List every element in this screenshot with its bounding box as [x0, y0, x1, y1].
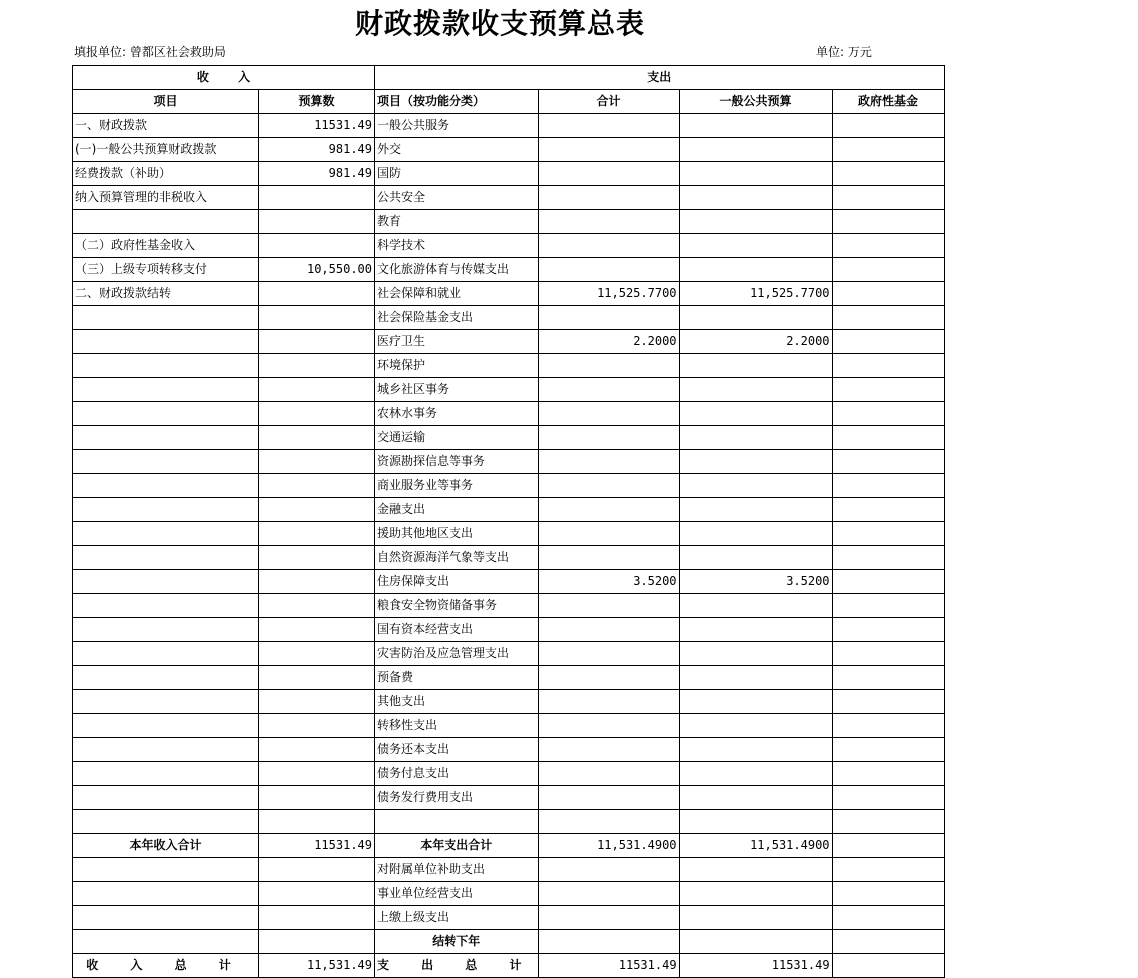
income-item-cell [73, 450, 259, 474]
income-item-cell [73, 618, 259, 642]
table-row [73, 642, 945, 666]
expense-item-cell: 事业单位经营支出 [375, 882, 539, 906]
expense-general-cell [679, 906, 832, 930]
income-item-cell [73, 882, 259, 906]
expense-general-cell [679, 402, 832, 426]
expense-fund-cell [832, 258, 944, 282]
income-value-cell [259, 618, 375, 642]
grand-expense-total-label: 支 出 总 计 [375, 954, 539, 978]
expense-item-cell: 自然资源海洋气象等支出 [375, 546, 539, 570]
table-row [73, 810, 945, 834]
expense-item-cell: 社会保险基金支出 [375, 306, 539, 330]
income-value-cell [259, 426, 375, 450]
expense-general-cell [679, 450, 832, 474]
expense-fund-cell [832, 186, 944, 210]
income-item-cell [73, 762, 259, 786]
expense-fund-cell [832, 210, 944, 234]
expense-total-cell [538, 690, 679, 714]
table-row [73, 258, 945, 282]
expense-total-cell [538, 522, 679, 546]
table-row [73, 786, 945, 810]
income-value-cell [259, 498, 375, 522]
income-value-cell [259, 594, 375, 618]
expense-total-cell: 11,525.7700 [538, 282, 679, 306]
table-row [73, 570, 945, 594]
expense-total-cell [538, 762, 679, 786]
expense-item-cell: 社会保障和就业 [375, 282, 539, 306]
income-value-cell: 981.49 [259, 138, 375, 162]
income-item-cell [73, 402, 259, 426]
income-item-cell [73, 642, 259, 666]
expense-total-cell [538, 186, 679, 210]
expense-total-cell [538, 714, 679, 738]
expense-general-cell [679, 762, 832, 786]
income-value-cell [259, 330, 375, 354]
expense-fund-cell [832, 498, 944, 522]
income-value-cell [259, 402, 375, 426]
table-row [73, 474, 945, 498]
expense-general-cell [679, 474, 832, 498]
expense-fund-cell [832, 138, 944, 162]
year-expense-total-label: 本年支出合计 [375, 834, 539, 858]
expense-item-cell: 债务付息支出 [375, 762, 539, 786]
income-item-cell [73, 738, 259, 762]
expense-total-cell [538, 642, 679, 666]
expense-general-cell [679, 114, 832, 138]
table-row [73, 450, 945, 474]
expense-total-cell [538, 858, 679, 882]
income-value-cell [259, 570, 375, 594]
expense-fund-cell [832, 546, 944, 570]
table-row [73, 906, 945, 930]
expense-fund-cell [832, 930, 944, 954]
income-item-cell [73, 330, 259, 354]
income-item-cell: 二、财政拨款结转 [73, 282, 259, 306]
expense-item-cell: 医疗卫生 [375, 330, 539, 354]
expense-general-cell [679, 234, 832, 258]
income-value-cell [259, 810, 375, 834]
expense-total-cell [538, 666, 679, 690]
table-row [73, 522, 945, 546]
income-value-cell: 10,550.00 [259, 258, 375, 282]
expense-fund-cell [832, 450, 944, 474]
table-row [73, 306, 945, 330]
expense-general-cell [679, 786, 832, 810]
table-row [73, 762, 945, 786]
expense-general-cell [679, 810, 832, 834]
expense-item-cell: 援助其他地区支出 [375, 522, 539, 546]
expense-item-cell: 农林水事务 [375, 402, 539, 426]
expense-item-cell: 资源勘探信息等事务 [375, 450, 539, 474]
expense-total-cell [538, 114, 679, 138]
year-income-total-value: 11531.49 [259, 834, 375, 858]
income-item-cell: 一、财政拨款 [73, 114, 259, 138]
expense-fund-cell [832, 906, 944, 930]
income-item-cell [73, 690, 259, 714]
income-item-cell: （二）政府性基金收入 [73, 234, 259, 258]
expense-general-cell [679, 882, 832, 906]
expense-fund-cell [832, 522, 944, 546]
income-item-cell [73, 306, 259, 330]
expense-fund-cell [832, 642, 944, 666]
income-value-cell [259, 234, 375, 258]
expense-item-cell: 国有资本经营支出 [375, 618, 539, 642]
expense-total-cell [538, 618, 679, 642]
expense-fund-cell [832, 810, 944, 834]
income-item-cell [73, 426, 259, 450]
expense-general-cell [679, 162, 832, 186]
expense-general-cell [679, 498, 832, 522]
expense-general-cell [679, 210, 832, 234]
income-value-cell [259, 282, 375, 306]
reporting-unit: 填报单位: 曾都区社会救助局 [74, 45, 226, 59]
income-value-cell [259, 762, 375, 786]
table-row [73, 186, 945, 210]
col-budget-header: 预算数 [259, 90, 375, 114]
expense-item-cell: 金融支出 [375, 498, 539, 522]
expense-total-cell [538, 546, 679, 570]
income-item-cell: （三）上级专项转移支付 [73, 258, 259, 282]
expense-fund-cell [832, 882, 944, 906]
income-value-cell [259, 738, 375, 762]
expense-total-cell [538, 234, 679, 258]
grand-expense-general-value: 11531.49 [679, 954, 832, 978]
expense-fund-cell [832, 306, 944, 330]
income-item-cell [73, 714, 259, 738]
expense-total-cell [538, 906, 679, 930]
expense-item-cell: 对附属单位补助支出 [375, 858, 539, 882]
expense-total-cell [538, 474, 679, 498]
income-item-cell [73, 570, 259, 594]
expense-total-cell [538, 378, 679, 402]
expense-item-cell: 交通运输 [375, 426, 539, 450]
expense-item-cell: 上缴上级支出 [375, 906, 539, 930]
income-item-cell [73, 930, 259, 954]
expense-item-cell: 其他支出 [375, 690, 539, 714]
income-value-cell [259, 210, 375, 234]
year-income-total-label: 本年收入合计 [73, 834, 259, 858]
expense-general-cell [679, 642, 832, 666]
col-general-header: 一般公共预算 [679, 90, 832, 114]
expense-item-cell [375, 810, 539, 834]
expense-total-cell [538, 258, 679, 282]
carry-forward-label: 结转下年 [375, 930, 539, 954]
income-item-cell [73, 810, 259, 834]
year-expense-fund-value [832, 834, 944, 858]
expense-item-cell: 预备费 [375, 666, 539, 690]
expense-general-cell [679, 690, 832, 714]
expense-general-cell [679, 666, 832, 690]
expense-fund-cell [832, 354, 944, 378]
expense-total-cell [538, 162, 679, 186]
table-row [73, 402, 945, 426]
col-fund-header: 政府性基金 [832, 90, 944, 114]
expense-total-cell [538, 426, 679, 450]
income-item-cell [73, 474, 259, 498]
grand-income-total-value: 11,531.49 [259, 954, 375, 978]
income-value-cell [259, 666, 375, 690]
expense-fund-cell [832, 738, 944, 762]
expense-item-cell: 科学技术 [375, 234, 539, 258]
expense-fund-cell [832, 402, 944, 426]
year-expense-general-value: 11,531.4900 [679, 834, 832, 858]
income-item-cell: (一)一般公共预算财政拨款 [73, 138, 259, 162]
expense-item-cell: 文化旅游体育与传媒支出 [375, 258, 539, 282]
expense-fund-cell [832, 762, 944, 786]
table-row [73, 210, 945, 234]
table-row [73, 714, 945, 738]
expense-total-cell [538, 210, 679, 234]
income-item-cell: 纳入预算管理的非税收入 [73, 186, 259, 210]
expense-general-cell [679, 186, 832, 210]
expense-total-cell [538, 498, 679, 522]
expense-general-cell [679, 138, 832, 162]
grand-expense-total-value: 11531.49 [538, 954, 679, 978]
income-item-cell [73, 666, 259, 690]
expense-item-cell: 环境保护 [375, 354, 539, 378]
expense-general-cell [679, 594, 832, 618]
income-item-cell [73, 522, 259, 546]
income-value-cell [259, 474, 375, 498]
table-row [73, 738, 945, 762]
page-title: 财政拨款收支预算总表 [354, 7, 645, 40]
expense-fund-cell [832, 114, 944, 138]
expense-total-cell [538, 354, 679, 378]
income-item-cell [73, 906, 259, 930]
expense-item-cell: 债务发行费用支出 [375, 786, 539, 810]
income-value-cell [259, 930, 375, 954]
expense-fund-cell [832, 666, 944, 690]
income-value-cell [259, 546, 375, 570]
income-header: 收 入 [73, 66, 375, 90]
expense-general-cell [679, 546, 832, 570]
expense-total-cell [538, 810, 679, 834]
expense-header: 支出 [375, 66, 945, 90]
expense-general-cell [679, 258, 832, 282]
expense-total-cell [538, 450, 679, 474]
money-unit: 单位: 万元 [816, 45, 872, 59]
expense-general-cell [679, 522, 832, 546]
expense-item-cell: 公共安全 [375, 186, 539, 210]
expense-total-cell [538, 402, 679, 426]
income-item-cell [73, 858, 259, 882]
expense-total-cell [538, 882, 679, 906]
table-row [73, 858, 945, 882]
table-row [73, 330, 945, 354]
budget-table [72, 65, 945, 978]
expense-fund-cell [832, 162, 944, 186]
expense-total-cell: 2.2000 [538, 330, 679, 354]
income-value-cell [259, 186, 375, 210]
table-row [73, 882, 945, 906]
expense-total-cell [538, 306, 679, 330]
expense-fund-cell [832, 618, 944, 642]
expense-item-cell: 灾害防治及应急管理支出 [375, 642, 539, 666]
header-row-2 [73, 90, 945, 114]
header-row-1 [73, 66, 945, 90]
income-value-cell [259, 714, 375, 738]
income-item-cell [73, 594, 259, 618]
expense-fund-cell [832, 858, 944, 882]
expense-item-cell: 住房保障支出 [375, 570, 539, 594]
income-value-cell: 981.49 [259, 162, 375, 186]
table-row [73, 618, 945, 642]
income-item-cell [73, 498, 259, 522]
expense-general-cell [679, 378, 832, 402]
expense-fund-cell [832, 570, 944, 594]
income-value-cell [259, 450, 375, 474]
income-value-cell [259, 858, 375, 882]
expense-general-cell [679, 714, 832, 738]
expense-total-cell [538, 786, 679, 810]
grand-expense-fund-value [832, 954, 944, 978]
expense-fund-cell [832, 378, 944, 402]
income-value-cell [259, 906, 375, 930]
income-item-cell [73, 786, 259, 810]
expense-fund-cell [832, 690, 944, 714]
expense-general-cell [679, 738, 832, 762]
expense-item-cell: 教育 [375, 210, 539, 234]
income-value-cell [259, 642, 375, 666]
expense-general-cell: 2.2000 [679, 330, 832, 354]
income-value-cell [259, 354, 375, 378]
expense-total-cell: 3.5200 [538, 570, 679, 594]
expense-item-cell: 转移性支出 [375, 714, 539, 738]
table-row [73, 234, 945, 258]
expense-fund-cell [832, 786, 944, 810]
expense-fund-cell [832, 234, 944, 258]
income-value-cell: 11531.49 [259, 114, 375, 138]
expense-total-cell [538, 738, 679, 762]
expense-total-cell [538, 594, 679, 618]
carry-forward-row [73, 930, 945, 954]
table-row [73, 282, 945, 306]
table-row [73, 690, 945, 714]
income-value-cell [259, 378, 375, 402]
expense-item-cell: 债务还本支出 [375, 738, 539, 762]
expense-item-cell: 国防 [375, 162, 539, 186]
grand-total-row [73, 954, 945, 978]
grand-income-total-label: 收 入 总 计 [73, 954, 259, 978]
income-item-cell [73, 546, 259, 570]
expense-item-cell: 城乡社区事务 [375, 378, 539, 402]
expense-general-cell [679, 426, 832, 450]
expense-item-cell: 商业服务业等事务 [375, 474, 539, 498]
expense-total-cell [538, 138, 679, 162]
expense-general-cell [679, 306, 832, 330]
expense-fund-cell [832, 714, 944, 738]
year-expense-total-value: 11,531.4900 [538, 834, 679, 858]
year-total-row [73, 834, 945, 858]
col-item-header: 项目 [73, 90, 259, 114]
expense-general-cell [679, 618, 832, 642]
table-row [73, 378, 945, 402]
income-item-cell [73, 378, 259, 402]
expense-fund-cell [832, 282, 944, 306]
table-row [73, 666, 945, 690]
income-value-cell [259, 690, 375, 714]
expense-general-cell [679, 354, 832, 378]
table-row [73, 354, 945, 378]
income-item-cell: 经费拨款（补助） [73, 162, 259, 186]
expense-fund-cell [832, 594, 944, 618]
expense-general-cell: 11,525.7700 [679, 282, 832, 306]
table-row [73, 114, 945, 138]
table-row [73, 498, 945, 522]
expense-general-cell: 3.5200 [679, 570, 832, 594]
table-row [73, 546, 945, 570]
expense-item-cell: 外交 [375, 138, 539, 162]
income-item-cell [73, 354, 259, 378]
income-value-cell [259, 882, 375, 906]
expense-fund-cell [832, 330, 944, 354]
income-item-cell [73, 210, 259, 234]
table-row [73, 426, 945, 450]
table-row [73, 594, 945, 618]
income-value-cell [259, 786, 375, 810]
income-value-cell [259, 522, 375, 546]
table-row [73, 138, 945, 162]
col-total-header: 合计 [538, 90, 679, 114]
col-func-header: 项目（按功能分类） [375, 90, 539, 114]
table-row [73, 162, 945, 186]
expense-general-cell [679, 858, 832, 882]
expense-total-cell [538, 930, 679, 954]
expense-fund-cell [832, 426, 944, 450]
income-value-cell [259, 306, 375, 330]
expense-general-cell [679, 930, 832, 954]
expense-item-cell: 一般公共服务 [375, 114, 539, 138]
expense-fund-cell [832, 474, 944, 498]
expense-item-cell: 粮食安全物资储备事务 [375, 594, 539, 618]
